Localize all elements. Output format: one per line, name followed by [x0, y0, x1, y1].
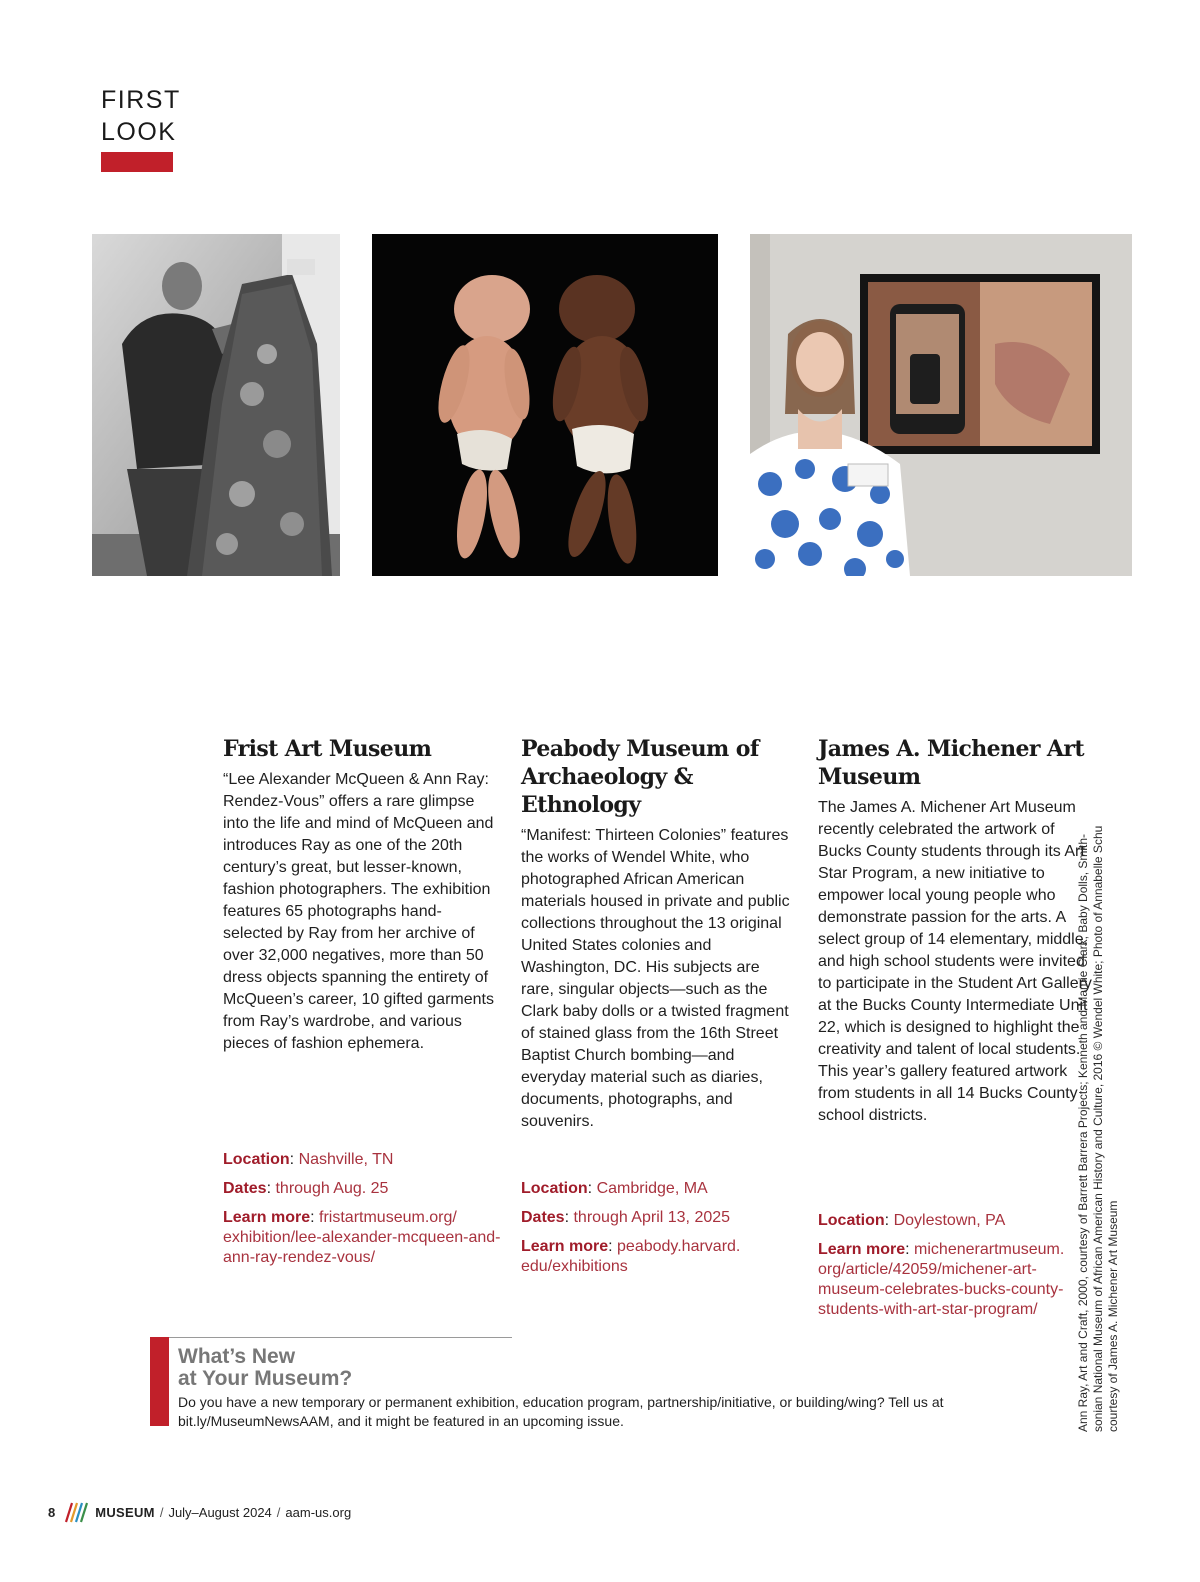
column-info — [223, 1150, 503, 1277]
photo-baby-dolls — [372, 234, 718, 576]
footer-brand: MUSEUM — [95, 1504, 155, 1520]
promo-divider — [169, 1337, 512, 1338]
column-frist-art-museum — [223, 735, 501, 1266]
dates-label: Dates — [521, 1209, 565, 1226]
learn-more-row: Learn more: peabody.harvard. edu/exhibitions — [521, 1238, 741, 1275]
photo-credit — [1076, 732, 1136, 1432]
dates-label: Dates — [223, 1180, 267, 1197]
dates-value: through Aug. 25 — [275, 1180, 389, 1197]
footer-site-link[interactable]: aam-us.org — [285, 1504, 352, 1520]
location-label: Location — [521, 1180, 588, 1197]
footer-separator: / — [159, 1504, 164, 1520]
column-title: Frist Art Museum — [223, 736, 432, 762]
column-peabody-museum — [521, 735, 796, 1275]
photo-mcqueen-at-work — [92, 234, 340, 576]
dates-value: through April 13, 2025 — [573, 1209, 731, 1226]
learn-more-link[interactable]: peabody.harvard. edu/exhibitions — [521, 1238, 741, 1275]
promo-body: Do you have a new temporary or permanent exhibition, education program, partnership/initiative, or building/wing? Tell us at bit.ly/MuseumNewsAAM, and it might be featured in an upcoming issue. — [178, 1394, 944, 1429]
location-label: Location — [223, 1151, 290, 1168]
section-label-line1: FIRST — [101, 86, 181, 114]
section-accent-bar — [101, 152, 173, 172]
column-body: “Lee Alexander McQueen & Ann Ray: Rendez-Vous” offers a rare glimpse into the life and mind of McQueen and introduces Ray as one of the 20th century’s great, but lesser-known, fashion photographers. The exhibition features 65 photographs hand-selected by Ray from her archive of over 32,000 negatives, more than 50 dress objects spanning the entirety of McQueen’s career, 10 gifted garments from Ray’s wardrobe, and various pieces of fashion ephemera. — [223, 771, 494, 1052]
section-label — [101, 84, 181, 148]
learn-more-label: Learn more — [818, 1241, 906, 1258]
learn-more-link[interactable]: fristartmuseum.org/ exhibition/lee-alexander-mcqueen-and-ann-ray-rendez-vous/ — [223, 1209, 501, 1266]
column-info — [818, 1211, 1098, 1329]
column-body: The James A. Michener Art Museum recently celebrated the artwork of Bucks County students through its Art Star Program, a new initiative to empower local young people who demonstrate passion for the arts. A select group of 14 elementary, middle, and high school students were invited to participate in the Student Art Gallery at the Bucks County Intermediate Unit 22, which is designed to highlight the creativity and talent of local students. This year’s gallery featured artwork from students in all 14 Bucks County school districts. — [818, 799, 1092, 1124]
location-label: Location — [818, 1212, 885, 1229]
section-label-line2: LOOK — [101, 118, 177, 146]
dates-row: Dates: through Aug. 25 — [223, 1180, 389, 1197]
location-row: Location: Doylestown, PA — [818, 1212, 1006, 1229]
learn-more-label: Learn more — [223, 1209, 311, 1226]
promo-title-line1: What’s New — [178, 1345, 296, 1368]
page-footer — [48, 1500, 351, 1524]
footer-issue: July–August 2024 — [168, 1504, 272, 1520]
footer-separator: / — [276, 1504, 281, 1520]
photo-credit-line3: courtesy of James A. Michener Art Museum — [1106, 1200, 1120, 1432]
dates-row: Dates: through April 13, 2025 — [521, 1209, 731, 1226]
location-row: Location: Cambridge, MA — [521, 1180, 708, 1197]
aam-logo-icon — [63, 1500, 89, 1524]
location-value: Cambridge, MA — [596, 1180, 708, 1197]
column-body: “Manifest: Thirteen Colonies” features the works of Wendel White, who photographed African American materials housed in private and public collections throughout the 13 original United States colonies and Washington, DC. His subjects are rare, singular objects—such as the Clark baby dolls or a twisted fragment of stained glass from the 16th Street Baptist Church bombing—and everyday material such as diaries, documents, photographs, and souvenirs. — [521, 827, 790, 1130]
column-title: James A. Michener Art Museum — [818, 736, 1084, 790]
column-info — [521, 1179, 801, 1286]
photo-student-with-artwork — [750, 234, 1132, 576]
photo-credit-line2: sonian National Museum of African American History and Culture, 2016 © Wendel White; Photo of Annabelle Schu — [1091, 825, 1105, 1432]
learn-more-row: Learn more: michenerartmuseum. org/article/42059/michener-art-museum-celebrates-bucks-county-students-with-art-star-program/ — [818, 1241, 1065, 1318]
learn-more-label: Learn more — [521, 1238, 609, 1255]
promo-title-line2: at Your Museum? — [178, 1367, 353, 1390]
location-value: Doylestown, PA — [893, 1212, 1006, 1229]
promo-accent-bar — [150, 1337, 169, 1426]
promo-title — [178, 1346, 352, 1390]
column-title: Peabody Museum of Archaeology & Ethnology — [521, 736, 759, 818]
whats-new-promo — [150, 1337, 1030, 1427]
location-value: Nashville, TN — [298, 1151, 394, 1168]
photo-credit-line1: Ann Ray, Art and Craft, 2000, courtesy of Barrett Barrera Projects; Kenneth and Mamie Clark, Baby Dolls, Smith- — [1076, 833, 1090, 1432]
location-row: Location: Nashville, TN — [223, 1151, 394, 1168]
page-number: 8 — [48, 1504, 56, 1520]
learn-more-row: Learn more: fristartmuseum.org/ exhibition/lee-alexander-mcqueen-and-ann-ray-rendez-vous/ — [223, 1209, 501, 1266]
learn-more-link[interactable]: michenerartmuseum. org/article/42059/michener-art-museum-celebrates-bucks-county-students-with-art-star-program/ — [818, 1241, 1065, 1318]
